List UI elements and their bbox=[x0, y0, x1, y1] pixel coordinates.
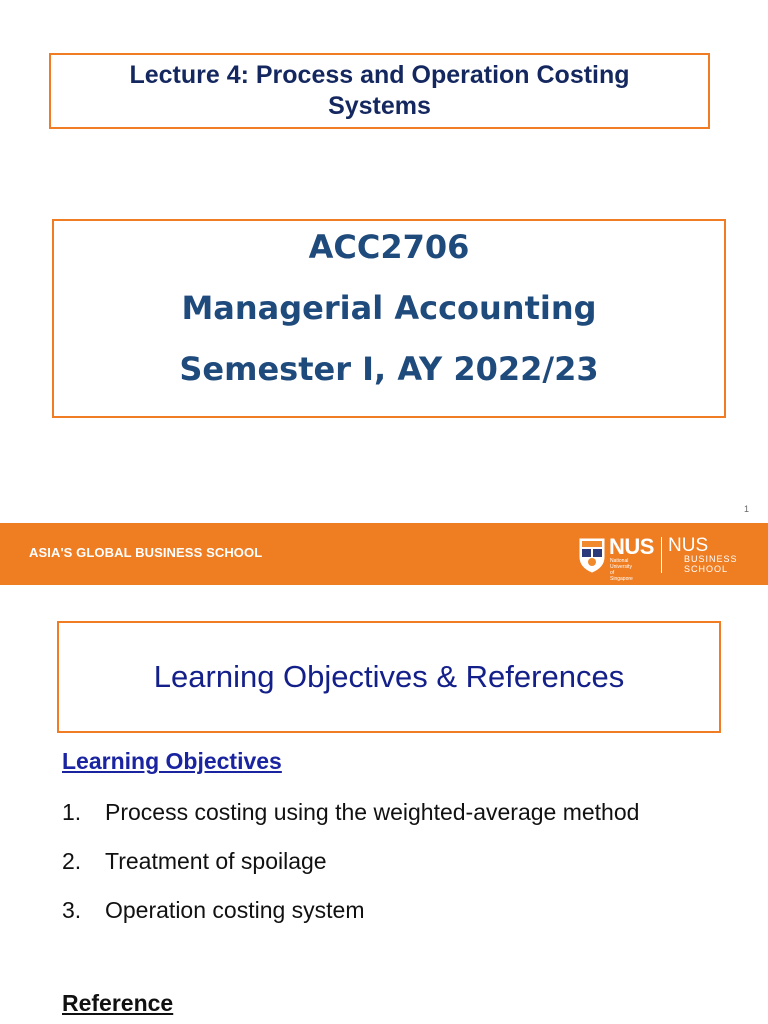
objective-text: Process costing using the weighted-average method bbox=[105, 799, 640, 825]
semester-label: Semester I, AY 2022/23 bbox=[179, 350, 599, 388]
nus-subtitle: National University of Singapore bbox=[610, 558, 633, 582]
course-name: Managerial Accounting bbox=[181, 289, 597, 327]
objectives-title-box bbox=[57, 621, 721, 733]
objective-text: Treatment of spoilage bbox=[105, 848, 327, 874]
course-info-box bbox=[52, 219, 726, 418]
lecture-title: Lecture 4: Process and Operation Costing Systems bbox=[129, 61, 630, 120]
slide-number: 1 bbox=[744, 504, 750, 514]
logo-divider bbox=[661, 537, 662, 573]
school-tagline: ASIA'S GLOBAL BUSINESS SCHOOL bbox=[29, 545, 263, 560]
lecture-title-box bbox=[49, 53, 710, 129]
objective-number: 3. bbox=[62, 897, 82, 923]
nus-business-wordmark: NUS bbox=[668, 535, 709, 556]
learning-objectives-heading: Learning Objectives bbox=[62, 748, 282, 774]
reference-heading: Reference bbox=[62, 990, 174, 1016]
business-school-label: BUSINESS SCHOOL bbox=[684, 554, 738, 574]
objectives-title: Learning Objectives & References bbox=[153, 659, 625, 694]
objective-number: 2. bbox=[62, 848, 82, 874]
objective-number: 1. bbox=[62, 799, 82, 825]
footer-banner bbox=[0, 523, 768, 585]
objective-text: Operation costing system bbox=[105, 897, 365, 923]
nus-crest-icon bbox=[578, 537, 606, 573]
nus-wordmark: NUS bbox=[609, 534, 654, 559]
course-code: ACC2706 bbox=[308, 228, 470, 266]
